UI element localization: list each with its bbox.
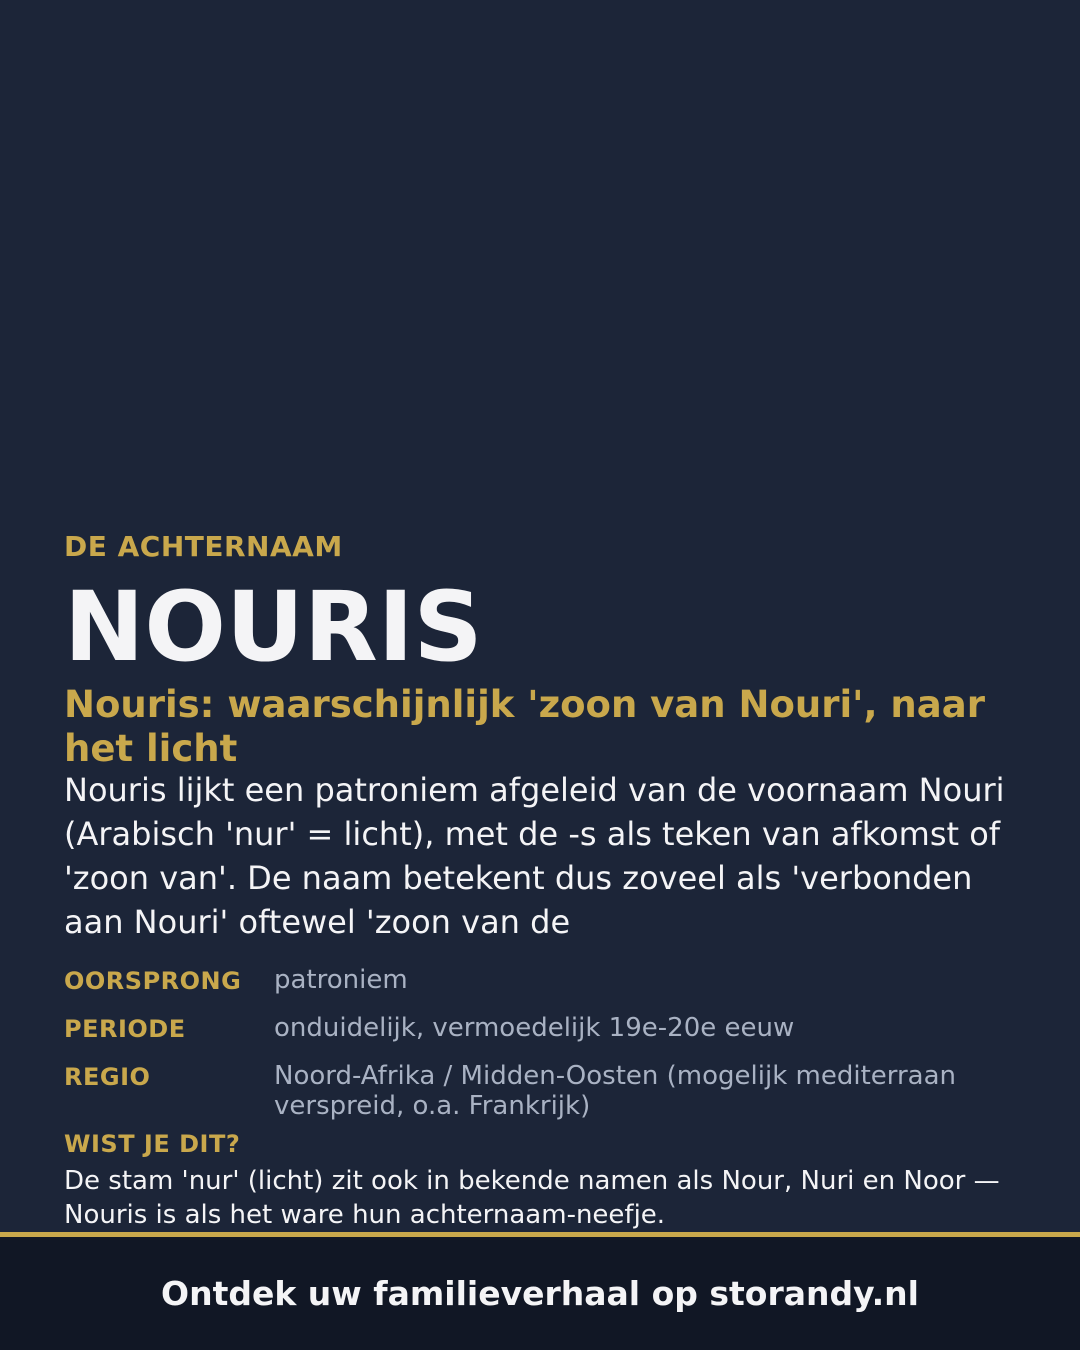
fact-label: OORSPRONG bbox=[64, 967, 242, 995]
surname-title: NOURIS bbox=[64, 571, 483, 683]
eyebrow-label: DE ACHTERNAAM bbox=[64, 530, 343, 563]
fact-row-period bbox=[64, 1012, 1024, 1046]
surname-subtitle: Nouris: waarschijnlijk 'zoon van Nouri', naar het licht bbox=[64, 683, 985, 770]
fact-value: onduidelijk, vermoedelijk 19e-20e eeuw bbox=[274, 1013, 795, 1043]
surname-description: Nouris lijkt een patroniem afgeleid van de voornaam Nouri (Arabisch 'nur' = licht), met de -s als teken van afkomst of 'zoon van'. De naam betekent dus zoveel als 'verbonden aan Nouri' oftewel 'zoon van de bbox=[64, 771, 1005, 941]
fact-label: PERIODE bbox=[64, 1015, 186, 1043]
footer-banner bbox=[0, 1232, 1080, 1350]
fact-row-region bbox=[64, 1060, 1024, 1121]
facts-list bbox=[64, 964, 1024, 1135]
fact-row-origin bbox=[64, 964, 1024, 998]
trivia-text: De stam 'nur' (licht) zit ook in bekende namen als Nour, Nuri en Noor — Nouris is als het ware hun achternaam-neefje. bbox=[64, 1166, 1000, 1230]
trivia-label: WIST JE DIT? bbox=[64, 1130, 241, 1158]
fact-value: patroniem bbox=[274, 965, 408, 995]
fact-label: REGIO bbox=[64, 1063, 151, 1091]
fact-value: Noord-Afrika / Midden-Oosten (mogelijk mediterraan verspreid, o.a. Frankrijk) bbox=[274, 1061, 957, 1121]
footer-cta-link[interactable]: Ontdek uw familieverhaal op storandy.nl bbox=[161, 1274, 919, 1313]
